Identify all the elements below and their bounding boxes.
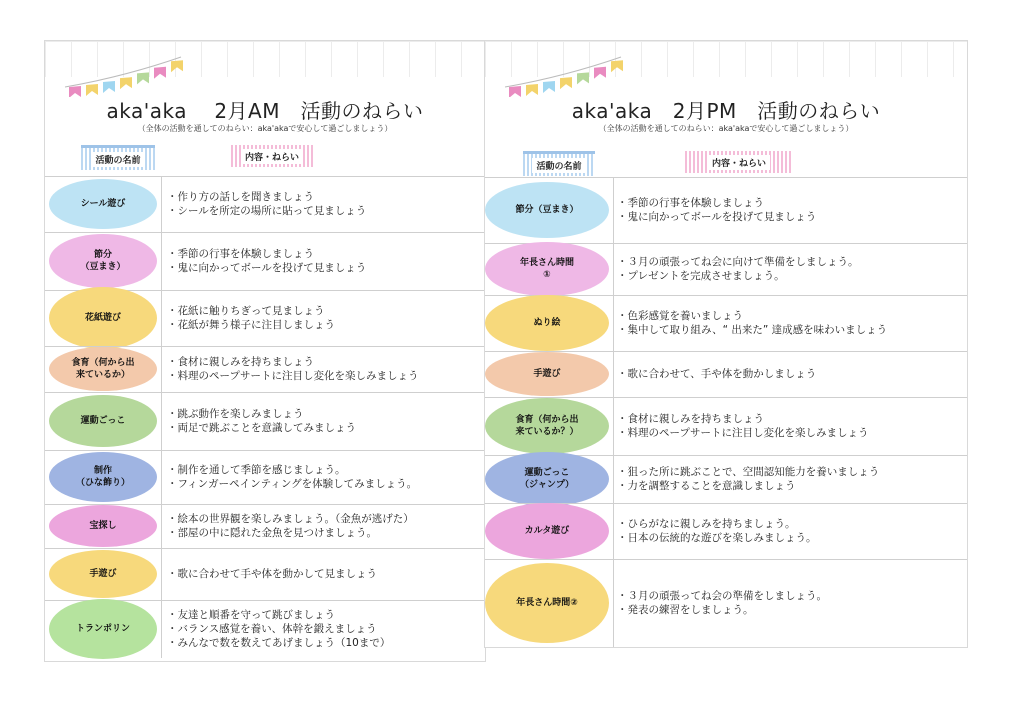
pm-header-name: 活動の名前 — [523, 151, 595, 176]
pm-bunting-decoration — [503, 51, 643, 97]
description-line: ・シールを所定の場所に貼って見ましょう — [167, 205, 367, 217]
description-line: ・力を調整することを意識しましょう — [617, 480, 796, 492]
activity-description — [167, 407, 356, 435]
activity-description — [617, 412, 868, 440]
description-line: ・歌に合わせて、手や体を動かしましょう — [617, 368, 817, 380]
activity-description — [617, 589, 827, 617]
activity-name-badge: トランポリン — [49, 599, 157, 659]
activity-name-badge: 手遊び — [49, 550, 157, 598]
activity-description — [167, 608, 390, 650]
activity-name-badge: カルタ遊び — [485, 503, 609, 559]
description-line: ・料理のペープサートに注目し変化を楽しみましょう — [167, 370, 419, 382]
activity-name-badge: 年長さん時間② — [485, 563, 609, 643]
bunting-flag — [103, 81, 115, 93]
bunting-flag — [120, 77, 132, 89]
activity-name-badge: シール遊び — [49, 179, 157, 229]
description-line: ・両足で跳ぶことを意識してみましょう — [167, 422, 356, 434]
activity-description — [617, 367, 816, 381]
activity-description — [167, 355, 418, 383]
activity-description — [617, 309, 887, 337]
activity-description — [167, 304, 335, 332]
activity-description — [167, 247, 366, 275]
activity-name-badge: 運動ごっこ （ジャンプ） — [485, 452, 609, 506]
am-header-name: 活動の名前 — [81, 145, 155, 170]
description-line: ・バランス感覚を養い、体幹を鍛えましょう — [167, 623, 377, 635]
activity-description — [617, 465, 879, 493]
bunting-flag — [611, 60, 623, 72]
description-line: ・食材に親しみを持ちましょう — [167, 356, 314, 368]
bunting-flag — [560, 77, 572, 89]
description-line: ・ひらがなに親しみを持ちましょう。 — [617, 518, 796, 530]
description-line: ・発表の練習をしましょう。 — [617, 604, 754, 616]
pm-header-content: 内容・ねらい — [685, 151, 793, 173]
activity-description — [617, 517, 817, 545]
description-line: ・料理のペープサートに注目し変化を楽しみましょう — [617, 427, 869, 439]
bunting-flag — [171, 60, 183, 72]
am-subtitle: （全体の活動を通してのねらい：aka'akaで安心して過ごしましょう） — [137, 124, 393, 133]
activity-description — [617, 196, 816, 224]
description-line: ・プレゼントを完成させましょう。 — [617, 270, 785, 282]
description-line: ・跳ぶ動作を楽しみましょう — [167, 408, 304, 420]
bunting-flag — [137, 72, 149, 84]
bunting-flag — [154, 67, 166, 79]
activity-name-badge: 年長さん時間 ① — [485, 242, 609, 296]
description-line: ・みんなで数を数えてあげましょう（10まで） — [167, 637, 391, 649]
am-title: aka'aka 2月AM 活動のねらい — [106, 99, 424, 123]
description-line: ・花紙が舞う様子に注目しましょう — [167, 319, 335, 331]
activity-description — [167, 512, 414, 540]
bunting-flag — [577, 72, 589, 84]
description-line: ・３月の頑張ってね会に向けて準備をしましょう。 — [617, 256, 859, 268]
description-line: ・花紙に触りちぎって見ましょう — [167, 305, 325, 317]
activity-name-badge: 食育（何から出 来ているか？） — [485, 398, 609, 454]
description-line: ・狙った所に跳ぶことで、空間認知能力を養いましょう — [617, 466, 880, 478]
pm-subtitle: （全体の活動を通してのねらい：aka'akaで安心して過ごしましょう） — [598, 124, 854, 133]
activity-description — [167, 567, 377, 581]
activity-name-badge: 運動ごっこ — [49, 395, 157, 447]
description-line: ・制作を通して季節を感じましょう。 — [167, 464, 346, 476]
description-line: ・季節の行事を体験しましょう — [617, 197, 764, 209]
pm-title: aka'aka 2月PM 活動のねらい — [571, 99, 881, 123]
description-line: ・歌に合わせて手や体を動かして見ましょう — [167, 568, 377, 580]
pm-sheet — [484, 40, 968, 648]
bunting-flag — [543, 81, 555, 93]
activity-name-badge: 節分 （豆まき） — [49, 234, 157, 288]
activity-description — [617, 255, 859, 283]
am-header-content: 内容・ねらい — [231, 145, 313, 167]
description-line: ・友達と順番を守って跳びましょう — [167, 609, 335, 621]
am-bunting-decoration — [63, 51, 203, 97]
description-line: ・集中して取り組み、“ 出来た” 達成感を味わいましょう — [617, 324, 888, 336]
description-line: ・食材に親しみを持ちましょう — [617, 413, 764, 425]
description-line: ・絵本の世界観を楽しみましょう。（金魚が逃げた） — [167, 513, 414, 525]
am-sheet — [44, 40, 486, 662]
bunting-flag — [594, 67, 606, 79]
activity-name-badge: 食育（何から出 来ているか） — [49, 347, 157, 391]
activity-name-badge: 節分（豆まき） — [485, 182, 609, 238]
activity-description — [167, 463, 417, 491]
description-line: ・色彩感覚を養いましょう — [617, 310, 743, 322]
activity-name-badge: 手遊び — [485, 352, 609, 396]
description-line: ・鬼に向かってボールを投げて見ましょう — [617, 211, 817, 223]
description-line: ・日本の伝統的な遊びを楽しみましょう。 — [617, 532, 817, 544]
activity-name-badge: 花紙遊び — [49, 287, 157, 349]
activity-description — [167, 190, 366, 218]
activity-name-badge: ぬり絵 — [485, 295, 609, 351]
description-line: ・部屋の中に隠れた金魚を見つけましょう。 — [167, 527, 377, 539]
activity-name-badge: 宝探し — [49, 505, 157, 547]
description-line: ・鬼に向かってボールを投げて見ましょう — [167, 262, 367, 274]
description-line: ・作り方の話しを聞きましょう — [167, 191, 314, 203]
activity-name-badge: 制作 （ひな飾り） — [49, 452, 157, 502]
description-line: ・３月の頑張ってね会の準備をしましょう。 — [617, 590, 827, 602]
description-line: ・季節の行事を体験しましょう — [167, 248, 314, 260]
description-line: ・フィンガーペインティングを体験してみましょう。 — [167, 478, 418, 490]
